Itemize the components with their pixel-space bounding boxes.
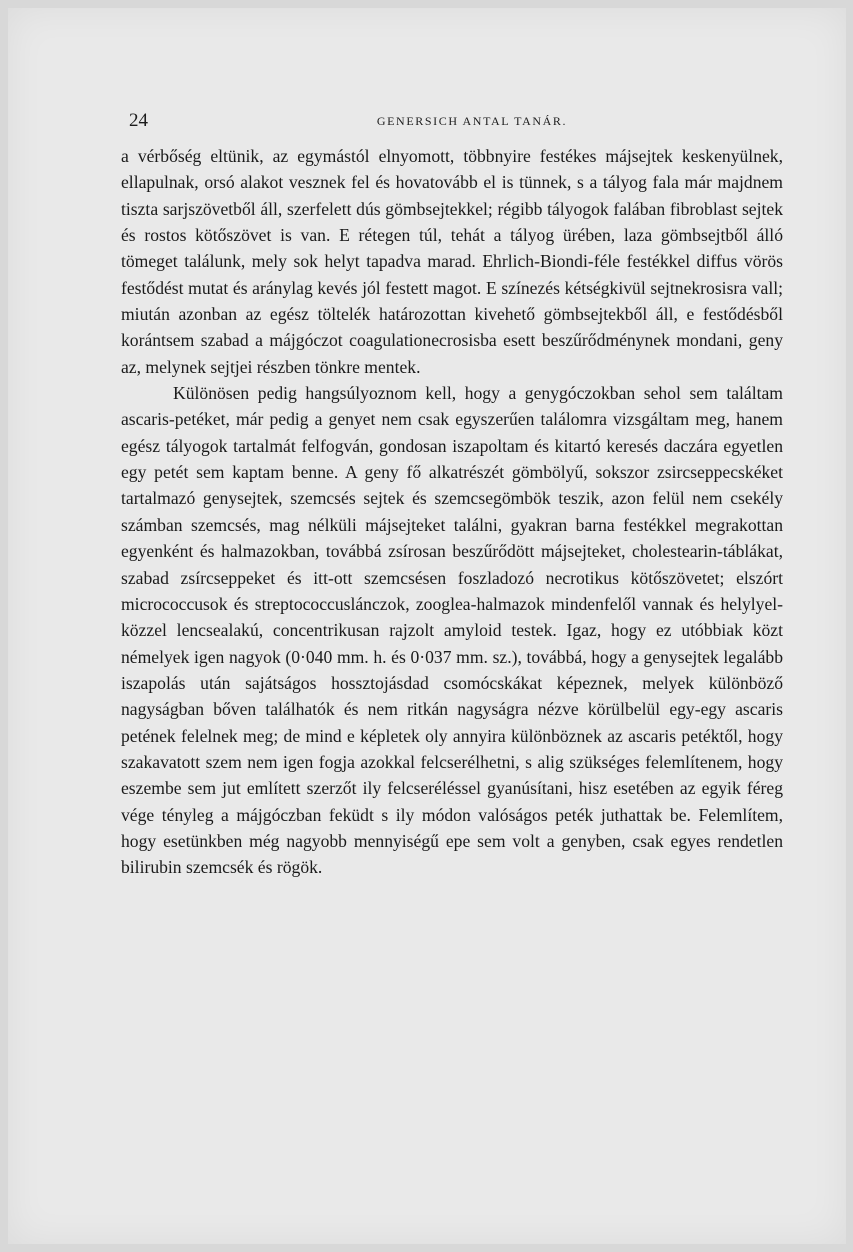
running-head: GENERSICH ANTAL TANÁR. [376,114,568,128]
page-number: 24 [129,110,148,131]
page-header [129,110,791,134]
body-text [121,143,783,881]
paragraph-1: a vérbőség eltünik, az egymástól elnyomott, többnyire festékes májsejtek keskenyülnek, ellapulnak, orsó alakot vesznek fel és hovatovább el is tünnek, s a tályog fala már majdnem tiszta sarjszövetből áll, szerfelett dús gömbsejtekkel; régibb tályogok falában fibroblast sejtek és rostos kötőszövet is van. E rétegen túl, tehát a tályog ürében, laza gömbsejtből álló tömeget találunk, mely sok helyt tapadva marad. Ehrlich-Biondi-féle festékkel diffus vörös festődést mutat és aránylag kevés jól festett magot. E színezés kétségkivül sejtnekrosisra vall; miután azonban az egész töltelék határozottan kivehető gömbsejtekből áll, e festődésből korántsem szabad a májgóczot coagulationecrosisba esett beszűrődménynek mondani, geny az, melynek sejtjei részben tönkre mentek. [121,146,783,377]
paragraph-2: Különösen pedig hangsúlyoznom kell, hogy a genygóczokban sehol sem találtam ascaris-petéket, már pedig a genyet nem csak egyszerűen találomra vizsgáltam meg, hanem egész tályogok tartalmát felfogván, gondosan iszapoltam és kitartó keresés daczára egyetlen egy petét sem kaptam benne. A geny fő alkatrészét gömbölyű, sokszor zsircseppecskéket tartalmazó genysejtek, szemcsés sejtek és szemcsegömbök teszik, azon felül nem csekély számban szemcsés, mag nélküli májsejteket találni, gyakran barna festékkel megrakottan egyenként és halmazokban, továbbá zsírosan beszűrődött májsejteket, cholestearin-táblákat, szabad zsírcseppeket és itt-ott szemcsésen foszladozó necrotikus kötőszövetet; elszórt micrococcusok és streptococcuslánczok, zooglea-halmazok mindenfelől vannak és helylyel-közzel lencsealakú, concentrikusan rajzolt amyloid testek. Igaz, hogy ez utóbbiak közt némelyek igen nagyok (0·040 mm. h. és 0·037 mm. sz.), továbbá, hogy a genysejtek legalább iszapolás után sajátságos hossztojásdad csomócskákat képeznek, melyek különböző nagyságban bőven találhatók és nem ritkán nagyságra nézve körülbelül egy-egy ascaris petének felelnek meg; de mind e képletek oly annyira különböznek az ascaris petéktől, hogy szakavatott szem nem igen fogja azokkal felcserélhetni, s alig szükséges felemlítenem, hogy eszembe sem jut említett szerzőt ily felcseréléssel gyanúsítani, hisz esetében az egyik féreg vége tényleg a májgóczban feküdt s ily módon valóságos peték juthattak be. Felemlítem, hogy esetünkben még nagyobb mennyiségű epe sem volt a genyben, csak egyes rendetlen bilirubin szemcsék és rögök. [121,383,783,878]
